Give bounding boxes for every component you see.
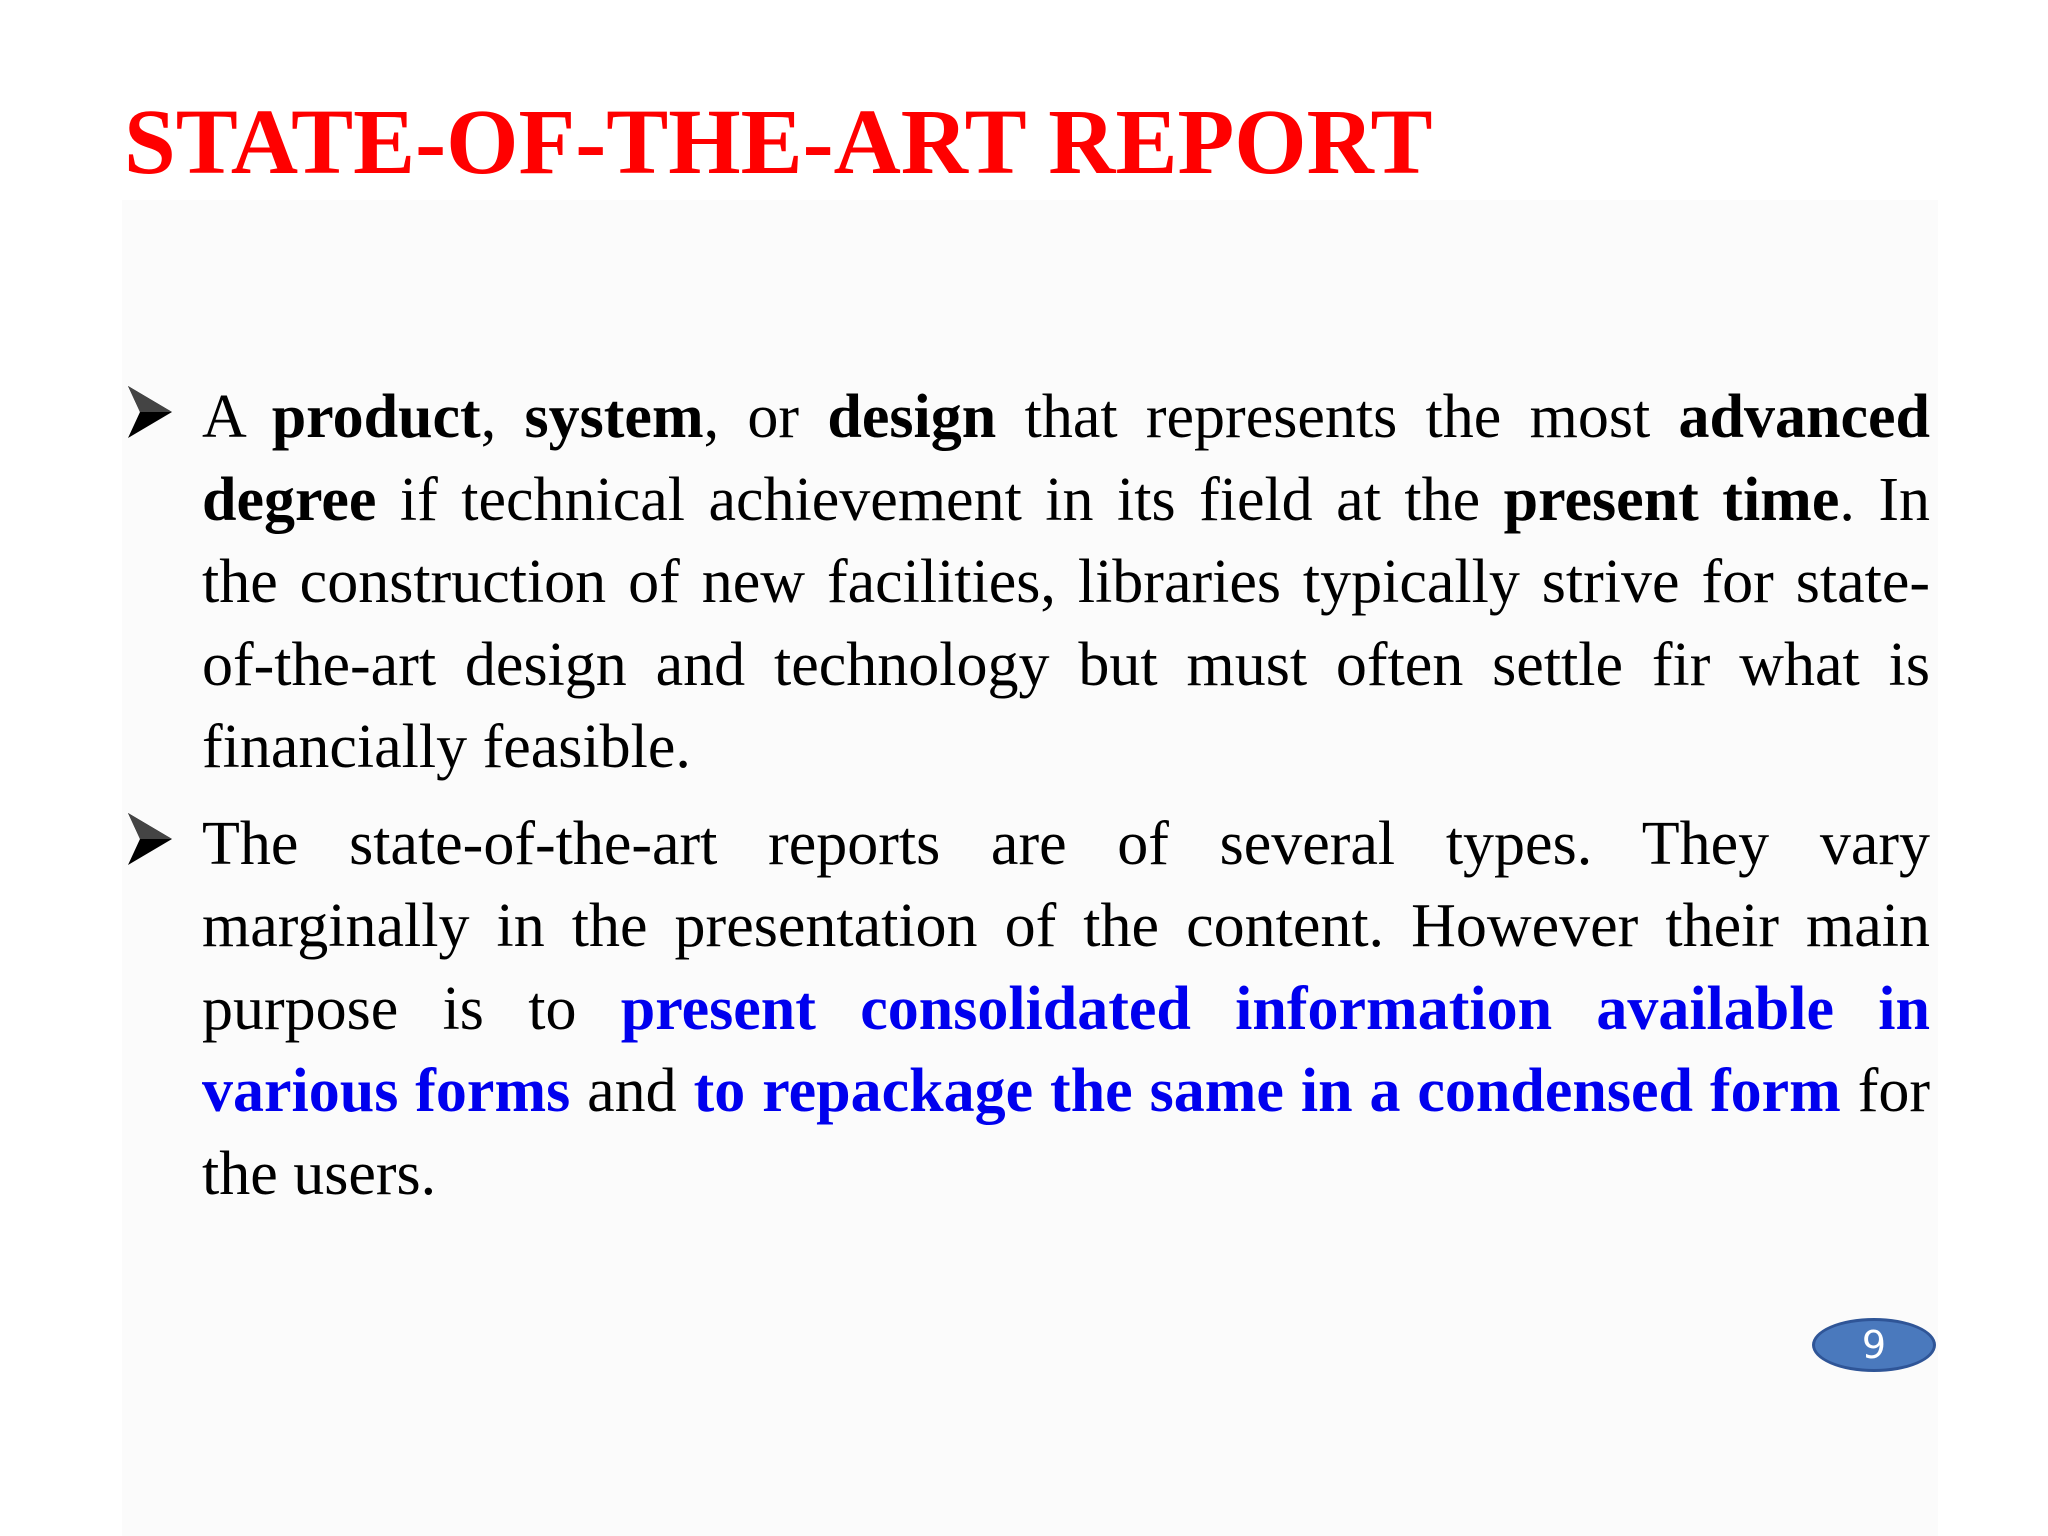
text-run: and — [570, 1057, 694, 1125]
emphasis-repackage: to repackage the same in a condensed form — [693, 1057, 1841, 1125]
bullet-text — [202, 810, 1930, 1208]
emphasis-advanced-degree: advanced degree — [202, 383, 1931, 534]
arrowhead-bullet-icon — [126, 382, 174, 442]
text-run: if technical achievement in its field at the — [376, 465, 1504, 534]
emphasis-product: product — [271, 383, 481, 451]
arrowhead-bullet-icon — [126, 809, 174, 869]
text-run: The state-of-the-art reports are of several types. They vary marginally in the presentation of the content. However their main purpose is to — [202, 809, 1930, 1043]
page-number-badge: 9 — [1812, 1318, 1936, 1372]
emphasis-design: design — [827, 383, 997, 451]
text-run: A — [202, 383, 272, 451]
bullet-item — [124, 376, 1930, 789]
emphasis-consolidated-information: present consolidated information available in various forms — [202, 974, 1931, 1125]
text-run: that represents the most — [996, 383, 1679, 451]
text-run: for the users. — [202, 1057, 1931, 1208]
text-run: , or — [703, 383, 828, 451]
emphasis-system: system — [524, 383, 704, 451]
bullet-list — [124, 376, 1930, 1215]
text-run: , — [480, 383, 525, 451]
emphasis-present-time: present time — [1503, 465, 1840, 534]
text-run: . In the construction of new facilities, libraries typically strive for state-of-the-art design and technology but must often settle fir what is financially feasible. — [202, 465, 1930, 781]
slide-title: STATE-OF-THE-ART REPORT — [124, 91, 1433, 194]
bullet-item — [124, 803, 1930, 1216]
bullet-text — [202, 383, 1930, 781]
